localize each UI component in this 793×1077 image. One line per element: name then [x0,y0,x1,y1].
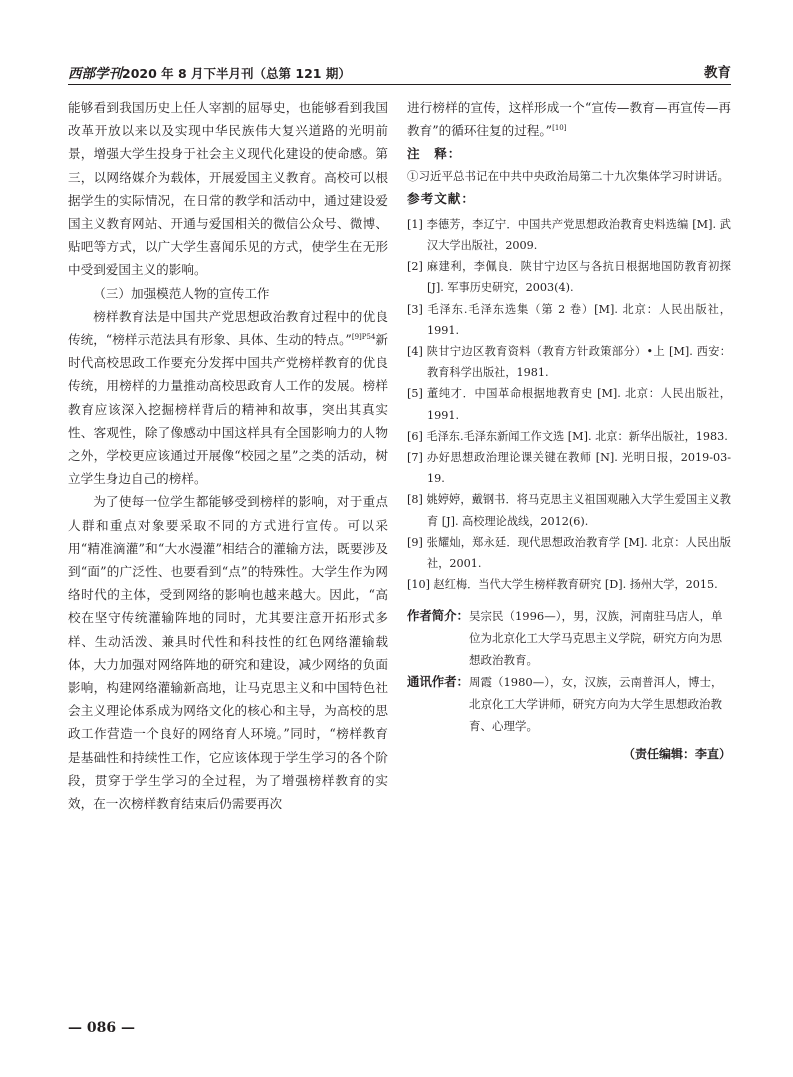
citation-9: [9]P54 [351,332,376,341]
notes-title: 注 释： [407,146,462,162]
citation-10: [10] [552,124,567,133]
author-bio [407,605,731,671]
reference-item: [6] 毛泽东.毛泽东新闻工作文选 [M]. 北京：新华出版社，1983. [407,429,728,443]
reference-item: [5] 董纯才．中国革命根据地教育史 [M]. 北京：人民出版社，1991. [407,387,731,422]
corresponding-author [407,671,731,737]
author-info [407,605,731,765]
header-rule [68,84,731,85]
reference-item: [7] 办好思想政治理论课关键在教师 [N]. 光明日报，2019-03-19. [407,451,731,486]
subheading: （三）加强模范人物的宣传工作 [93,285,270,301]
left-column [68,96,388,815]
page-number: — 086 — [68,1020,135,1036]
paragraph-continued-text: 进行榜样的宣传，这样形成一个“宣传—教育—再宣传—再教育”的循环往复的过程。” [407,100,731,139]
paragraph-2 [68,305,388,491]
journal-masthead [68,62,351,82]
journal-logo: 西部学刊 [68,66,122,82]
reference-list [407,214,731,596]
paragraph-continued [407,96,731,142]
reference-item: [9] 张耀灿，郑永廷．现代思想政治教育学 [M]. 北京：人民出版社，2001. [407,535,731,571]
reference-item: [4] 陕甘宁边区教育资料（教育方针政策部分）•上 [M]. 西安：教育科学出版社，1981. [407,345,731,380]
reference-item: [8] 姚婷婷，戴钢书．将马克思主义祖国观融入大学生爱国主义教育 [J]. 高校理论战线，2012(6). [407,493,731,528]
running-header [68,60,731,82]
author-label: 作者简介： [407,608,469,624]
corresponding-text: 周霞（1980—），女，汉族，云南普洱人，博士，北京化工大学讲师，研究方向为大学生思想政治教育、心理学。 [468,675,723,734]
section-label: 教育 [704,65,731,81]
author-text: 吴宗民（1996—），男，汉族，河南驻马店人，单位为北京化工大学马克思主义学院，研究方向为思想政治教育。 [468,609,723,668]
reference-item: [3] 毛泽东.毛泽东选集（第 2 卷）[M]. 北京：人民出版社，1991. [407,302,731,337]
responsible-editor: （责任编辑：李直） [622,747,731,762]
corresponding-label: 通讯作者： [407,674,469,690]
right-column [407,96,731,765]
reference-item: [2] 麻建利，李佩良．陕甘宁边区与各抗日根据地国防教育初探 [J]. 军事历史研究，2003(4). [407,260,731,295]
paragraph-2-part-a: 榜样教育法是中国共产党思想政治教育过程中的优良传统，“榜样示范法具有形象、具体、生动的特点。” [68,308,388,348]
reference-item: [10] 赵红梅．当代大学生榜样教育研究 [D]. 扬州大学，2015. [407,578,718,592]
paragraph-2-part-b: 新时代高校思政工作要充分发挥中国共产党榜样教育的优良传统，用榜样的力量推动高校思政育人工作的发展。榜样教育应该深入挖掘榜样背后的精神和故事，突出其真实性、客观性，除了像感动中国这样具有全国影响力的人物之外，学校更应该通过开展像“校园之星”之类的活动，树立学生身边自己的榜样。 [68,332,389,487]
paragraph-1: 能够看到我国历史上任人宰割的屈辱史，也能够看到我国改革开放以来以及实现中华民族伟大复兴道路的光明前景，增强大学生投身于社会主义现代化建设的使命感。第三，以网络媒介为载体，开展爱国主义教育。高校可以根据学生的实际情况，在日常的教学和活动中，通过建设爱国主义教育网站、开通与爱国相关的微信公众号、微博、贴吧等方式，以广大学生喜闻乐见的方式，使学生在无形中受到爱国主义的影响。 [68,100,388,278]
paragraph-3: 为了使每一位学生都能够受到榜样的影响，对于重点人群和重点对象要采取不同的方式进行宣传。可以采用“精准滴灌”和“大水漫灌”相结合的灌输方法，既要涉及到“面”的广泛性、也要看到“点”的特殊性。大学生作为网络时代的主体，受到网络的影响也越来越大。因此，“高校在坚守传统灌输阵地的同时，尤其要注意开拓形式多样、生动活泼、兼具时代性和科技性的红色网络灌输载体，大力加强对网络阵地的研究和建设，减少网络的负面影响，构建网络灌输新高地，让马克思主义和中国特色社会主义理论体系成为网络文化的核心和主导，为高校的思政工作营造一个良好的网络育人环境。”同时，“榜样教育是基础性和持续性工作，它应该体现于学生学习的各个阶段，贯穿于学生学习的全过程，为了增强榜样教育的实效，在一次榜样教育结束后仍需要再次 [68,494,388,812]
note-1: ①习近平总书记在中共中央政治局第二十九次集体学习时讲话。 [407,168,729,183]
references-title: 参考文献： [407,190,475,206]
reference-item: [1] 李德芳，李辽宁．中国共产党思想政治教育史料选编 [M]. 武汉大学出版社，2009. [407,217,731,253]
issue-info: 2020 年 8 月下半月刊（总第 121 期） [122,66,351,81]
